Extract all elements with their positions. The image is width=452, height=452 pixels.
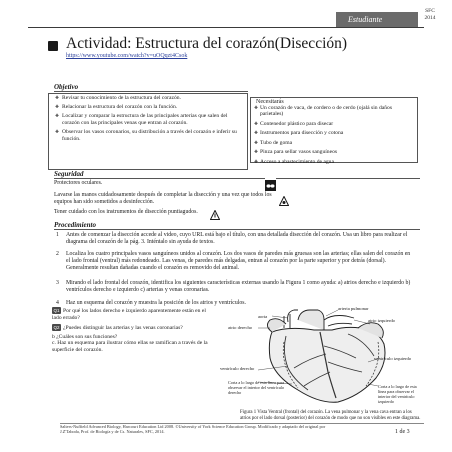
procedimiento-heading: Procedimiento — [54, 221, 96, 229]
objetivo-item: ❖ Observar los vasos coronarios, su distribución a través del corazón e inferir su función. — [56, 129, 246, 142]
year-tag-line1: SFC — [425, 8, 435, 14]
procedimiento-rule — [54, 229, 420, 230]
step-number: 3 — [56, 280, 59, 286]
objetivo-heading: Objetivo — [54, 83, 79, 91]
q1-text: Por qué los lados derecho e izquierdo aparentemente están en el lado errado? — [52, 308, 206, 321]
footer-credits: Salters-Nuffield Advanced Biology, Harcourt Education Ltd 2008. ©University of York Science Education Group. Modificado y adaptado del original por J.Z'Taboda, Prof. de Biología y de Cs. Naturales, SFC, 2014. — [60, 424, 326, 434]
figure-caption: Figura 1 Vista Ventral (frontal) del corazón. La vena pulmonar y la vena cava entran a los atrios por el lado dorsal (posterior) del corazón de modo que no son visibles en este diagrama. — [240, 410, 421, 421]
necesitaras-heading: Necesitarás — [256, 99, 284, 105]
question-2 — [52, 324, 212, 332]
seguridad-rule — [54, 178, 420, 179]
objetivo-item: ❖ Relacionar la estructura del corazón con la función. — [56, 104, 246, 111]
year-tag-line2: 2014 — [424, 14, 436, 21]
title-bullet-icon — [48, 41, 58, 51]
materials-item: ❖ Contenedor plástico para disecar — [254, 121, 416, 127]
label-ventriculo-derecho: ventrículo derecho — [220, 366, 255, 371]
question-2b: b ¿Cuáles son sus funciones? — [52, 333, 118, 340]
question-1 — [52, 307, 212, 321]
materials-item: ❖ Tubo de goma — [254, 140, 416, 146]
step-text: Haz un esquema del corazón y muestra la posición de los atrios y ventrículos. — [66, 300, 246, 306]
step-text: Antes de comenzar la disección accede al video, cuyo URL está bajo el título, con una detallada disección del corazón. Usa un libro para realizar el diagrama del corazón de la pág. 3. Inténtalo sin ayuda de textos. — [66, 232, 408, 245]
necesitaras-list — [254, 105, 416, 168]
objetivo-rule — [54, 91, 248, 92]
heart-diagram — [220, 306, 418, 410]
q2-text: ¿Puedes distinguir las arterias y las venas coronarias? — [63, 325, 183, 332]
step-text: Localiza los cuatro principales vasos sanguíneos unidos al corazón. Los dos vasos de paredes más gruesas son las arterias; ellas salen del corazón en el lado frontal (ventral) más redondeado. Las venas, de paredes más delgadas, entran al corazón por la parte superior y por detrás (dorsal). Generalmente resultan dañadas cuando el corazón es removido del animal. — [66, 251, 411, 271]
seguridad-handwashing: Lavarse las manos cuidadosamente después de completar la disección y una vez que todos los equipos han sido sometidos a desinfección. — [54, 192, 272, 205]
header-rule — [28, 27, 424, 28]
objetivo-list — [56, 95, 246, 145]
objetivo-item: ❖ Localizar y comparar la estructura de las principales arterias que salen del corazón con las principales venas que entran al corazón. — [56, 113, 246, 126]
materials-item: ❖ Instrumentos para disección y cotona — [254, 130, 416, 136]
label-arteria-pulmonar: arteria pulmonar — [338, 306, 369, 311]
materials-item: ❖ Acceso a abastecimiento de agua — [254, 159, 416, 165]
biohazard-icon — [279, 193, 289, 203]
label-ventriculo-izquierdo: ventrículo izquierdo — [374, 356, 412, 361]
video-link[interactable]: https://www.youtube.com/watch?v=uOQqzt4Csok — [66, 53, 188, 59]
seguridad-eye-protection: Protectores oculares. — [54, 180, 103, 186]
q1-badge: Q1 — [53, 308, 60, 313]
questions-box — [52, 307, 212, 385]
step-text: Mirando el lado frontal del corazón, identifica los siguientes características externas usando la Figura 1 como ayuda: a) atrios derecho e izquierdo b) ventrículos derecho e izquierdo c) arterias y venas coronarias. — [66, 280, 411, 293]
seguridad-heading: Seguridad — [54, 170, 84, 178]
label-corte-izquierdo: Corta a lo largo de esta línea para observar el interior del ventrículo izquierdo — [378, 384, 417, 404]
label-atrio-derecho: atrio derecho — [228, 325, 253, 330]
q2-badge: Q2 — [53, 325, 60, 331]
step-number: 4 — [56, 300, 59, 306]
goggles-icon — [265, 178, 276, 189]
label-corte-derecho: Corta a lo largo de esta línea para observar el interior del ventrículo derecho — [228, 380, 285, 395]
sharp-hazard-icon — [210, 207, 220, 217]
objetivo-item: ❖ Revisar tu conocimiento de la estructura del corazón. — [56, 95, 246, 102]
label-atrio-izquierdo: atrio izquierdo — [368, 318, 395, 323]
year-tag — [419, 8, 441, 21]
step-number: 2 — [56, 251, 59, 257]
label-aorta: aorta — [258, 314, 268, 319]
seguridad-sharp-tools: Tener cuidado con los instrumentos de disección puntiagudos. — [54, 209, 198, 215]
student-tab: Estudiante — [336, 12, 418, 27]
question-2c: c. Haz un esquema para ilustrar cómo ellas se ramifican a través de la superficie del corazón. — [52, 340, 208, 353]
page-title: Actividad: Estructura del corazón(Disección) — [66, 35, 348, 52]
materials-item: ❖ Pinza para sellar vasos sanguíneos — [254, 149, 416, 155]
materials-item: ❖ Un corazón de vaca, de cordero o de cerdo (ojalá sin daños parietales) — [254, 105, 416, 118]
step-number: 1 — [56, 232, 59, 238]
page-number: 1 de 3 — [395, 429, 410, 435]
